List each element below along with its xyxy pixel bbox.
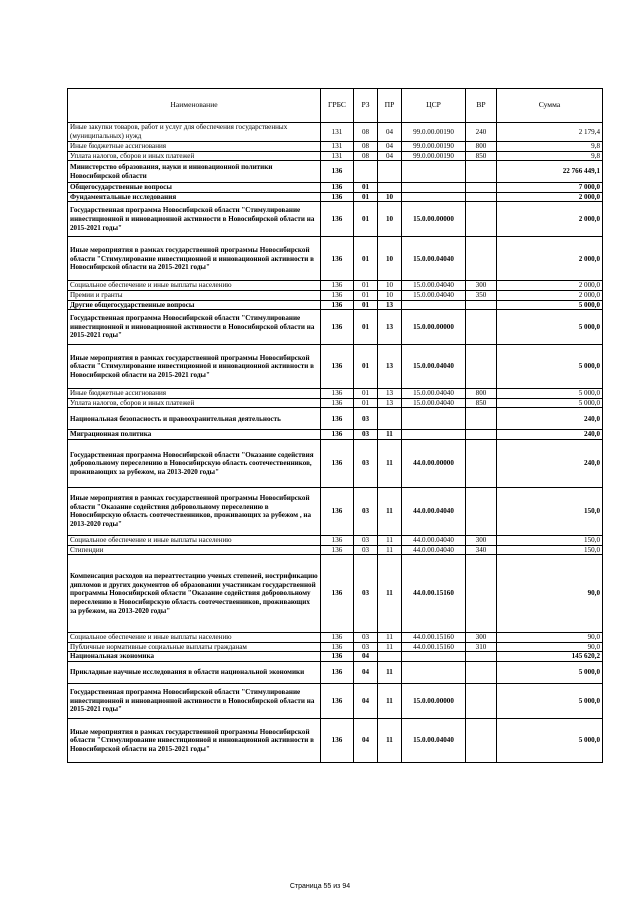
cell-grbs: 136	[321, 652, 354, 662]
cell-grbs: 131	[321, 142, 354, 152]
cell-vr: 240	[466, 123, 497, 142]
table-row	[68, 555, 603, 633]
cell-name: Общегосударственные вопросы	[68, 183, 321, 193]
cell-name: Государственная программа Новосибирской области "Стимулирование инвестиционной и инновационной активности в Новосибирской области на 2015-2021 годы"	[68, 202, 321, 237]
cell-vr	[466, 345, 497, 389]
cell-vr: 850	[466, 151, 497, 161]
cell-rz: 01	[354, 281, 378, 291]
cell-pr: 13	[378, 310, 402, 345]
header-rz: РЗ	[354, 89, 378, 123]
cell-name: Государственная программа Новосибирской области "Стимулирование инвестиционной и инновационной активности в Новосибирской области на 2015-2021 годы"	[68, 310, 321, 345]
cell-name: Иные бюджетные ассигнования	[68, 142, 321, 152]
cell-csr: 44.0.00.04040	[402, 535, 466, 545]
table-body	[68, 123, 603, 763]
cell-pr: 11	[378, 545, 402, 555]
cell-csr	[402, 183, 466, 193]
cell-name: Другие общегосударственные вопросы	[68, 300, 321, 310]
cell-name: Фундаментальные исследования	[68, 192, 321, 202]
cell-grbs: 136	[321, 487, 354, 535]
cell-grbs: 136	[321, 661, 354, 683]
cell-vr	[466, 183, 497, 193]
cell-grbs: 136	[321, 192, 354, 202]
cell-sum: 240,0	[497, 408, 603, 430]
cell-vr: 300	[466, 281, 497, 291]
table-row	[68, 430, 603, 440]
cell-rz	[354, 161, 378, 183]
cell-rz: 03	[354, 439, 378, 487]
cell-sum: 90,0	[497, 555, 603, 633]
cell-grbs: 136	[321, 389, 354, 399]
cell-pr: 11	[378, 718, 402, 762]
cell-rz: 03	[354, 408, 378, 430]
cell-grbs: 136	[321, 300, 354, 310]
cell-csr	[402, 161, 466, 183]
table-row	[68, 545, 603, 555]
cell-sum: 2 000,0	[497, 202, 603, 237]
cell-grbs: 131	[321, 151, 354, 161]
cell-vr	[466, 300, 497, 310]
cell-rz: 03	[354, 555, 378, 633]
cell-csr: 15.0.00.00000	[402, 310, 466, 345]
cell-pr: 11	[378, 555, 402, 633]
cell-csr	[402, 408, 466, 430]
cell-csr: 99.0.00.00190	[402, 151, 466, 161]
table-header-row	[68, 89, 603, 123]
cell-name: Иные мероприятия в рамках государственной программы Новосибирской области "Стимулирование инвестиционной и инновационной активности в Новосибирской области на 2015-2021 годы"	[68, 345, 321, 389]
cell-name: Национальная экономика	[68, 652, 321, 662]
cell-vr	[466, 487, 497, 535]
cell-sum: 5 000,0	[497, 345, 603, 389]
cell-name: Государственная программа Новосибирской области "Стимулирование инвестиционной и инновационной активности в Новосибирской области на 2015-2021 годы"	[68, 683, 321, 718]
budget-table	[67, 88, 603, 763]
table-row	[68, 683, 603, 718]
cell-rz: 03	[354, 430, 378, 440]
cell-rz: 03	[354, 633, 378, 643]
header-vr: ВР	[466, 89, 497, 123]
cell-pr	[378, 161, 402, 183]
cell-grbs: 136	[321, 398, 354, 408]
cell-grbs: 136	[321, 310, 354, 345]
cell-vr	[466, 202, 497, 237]
cell-name: Иные мероприятия в рамках государственной программы Новосибирской области "Оказание содействия добровольному переселению в Новосибирскую область соотечественников, проживающих за рубежом , на 2013-2020 годы"	[68, 487, 321, 535]
cell-name: Государственная программа Новосибирской области "Оказание содействия добровольному переселению в Новосибирскую область соотечественников, проживающих за рубежом, на 2013-2020 годы"	[68, 439, 321, 487]
cell-csr: 44.0.00.15160	[402, 642, 466, 652]
cell-name: Премии и гранты	[68, 290, 321, 300]
header-pr: ПР	[378, 89, 402, 123]
cell-name: Социальное обеспечение и иные выплаты населению	[68, 281, 321, 291]
cell-name: Иные закупки товаров, работ и услуг для обеспечения государственных (муниципальных) нужд	[68, 123, 321, 142]
cell-vr	[466, 192, 497, 202]
cell-pr: 11	[378, 661, 402, 683]
table-row	[68, 300, 603, 310]
cell-grbs: 136	[321, 535, 354, 545]
cell-sum: 150,0	[497, 535, 603, 545]
header-grbs: ГРБС	[321, 89, 354, 123]
cell-csr: 15.0.00.04040	[402, 290, 466, 300]
cell-rz: 01	[354, 345, 378, 389]
cell-grbs: 131	[321, 123, 354, 142]
cell-name: Уплата налогов, сборов и иных платежей	[68, 151, 321, 161]
cell-name: Социальное обеспечение и иные выплаты населению	[68, 535, 321, 545]
cell-csr	[402, 430, 466, 440]
cell-rz: 01	[354, 389, 378, 399]
cell-rz: 03	[354, 545, 378, 555]
cell-csr: 15.0.00.00000	[402, 202, 466, 237]
cell-pr: 10	[378, 281, 402, 291]
table-row	[68, 535, 603, 545]
cell-grbs: 136	[321, 718, 354, 762]
cell-pr: 10	[378, 192, 402, 202]
cell-pr: 13	[378, 345, 402, 389]
cell-name: Публичные нормативные социальные выплаты гражданам	[68, 642, 321, 652]
cell-name: Социальное обеспечение и иные выплаты населению	[68, 633, 321, 643]
table-row	[68, 192, 603, 202]
cell-pr	[378, 408, 402, 430]
cell-csr: 44.0.00.04040	[402, 487, 466, 535]
cell-rz: 01	[354, 300, 378, 310]
cell-grbs: 136	[321, 545, 354, 555]
cell-csr	[402, 192, 466, 202]
table-row	[68, 408, 603, 430]
cell-sum: 2 000,0	[497, 290, 603, 300]
cell-name: Прикладные научные исследования в области национальной экономики	[68, 661, 321, 683]
cell-sum: 9,8	[497, 142, 603, 152]
cell-sum: 5 000,0	[497, 300, 603, 310]
table-row	[68, 281, 603, 291]
cell-csr: 15.0.00.04040	[402, 389, 466, 399]
cell-csr	[402, 661, 466, 683]
cell-csr: 44.0.00.00000	[402, 439, 466, 487]
cell-grbs: 136	[321, 237, 354, 281]
table-row	[68, 142, 603, 152]
cell-csr	[402, 300, 466, 310]
cell-vr	[466, 161, 497, 183]
cell-csr: 15.0.00.04040	[402, 237, 466, 281]
cell-rz: 01	[354, 398, 378, 408]
cell-pr: 11	[378, 642, 402, 652]
cell-grbs: 136	[321, 281, 354, 291]
cell-name: Компенсация расходов на переаттестацию ученых степеней, нострификацию дипломов и других документов об образовании участникам государственной программы Новосибирской области "Оказание содействия добровольному переселению в Новосибирскую область соотечественников, проживающих за рубежом, на 2013-2020 годы"	[68, 555, 321, 633]
cell-vr	[466, 408, 497, 430]
cell-rz: 03	[354, 535, 378, 545]
cell-grbs: 136	[321, 202, 354, 237]
cell-sum: 5 000,0	[497, 683, 603, 718]
cell-csr: 15.0.00.04040	[402, 718, 466, 762]
cell-sum: 7 000,0	[497, 183, 603, 193]
cell-grbs: 136	[321, 439, 354, 487]
cell-rz: 01	[354, 290, 378, 300]
cell-grbs: 136	[321, 633, 354, 643]
cell-vr	[466, 661, 497, 683]
cell-sum: 2 000,0	[497, 281, 603, 291]
cell-grbs: 136	[321, 555, 354, 633]
cell-pr: 11	[378, 633, 402, 643]
cell-rz: 04	[354, 683, 378, 718]
cell-vr	[466, 439, 497, 487]
cell-vr: 340	[466, 545, 497, 555]
cell-rz: 08	[354, 151, 378, 161]
cell-csr: 15.0.00.04040	[402, 398, 466, 408]
cell-name: Миграционная политика	[68, 430, 321, 440]
table-row	[68, 202, 603, 237]
cell-sum: 90,0	[497, 633, 603, 643]
cell-pr: 10	[378, 202, 402, 237]
cell-rz: 01	[354, 192, 378, 202]
cell-name: Иные бюджетные ассигнования	[68, 389, 321, 399]
cell-grbs: 136	[321, 161, 354, 183]
table-row	[68, 123, 603, 142]
cell-csr: 99.0.00.00190	[402, 142, 466, 152]
cell-rz: 04	[354, 661, 378, 683]
cell-sum: 5 000,0	[497, 310, 603, 345]
cell-sum: 240,0	[497, 439, 603, 487]
cell-csr: 44.0.00.15160	[402, 555, 466, 633]
cell-csr: 44.0.00.15160	[402, 633, 466, 643]
cell-rz: 03	[354, 642, 378, 652]
table-row	[68, 661, 603, 683]
table-row	[68, 718, 603, 762]
cell-sum: 240,0	[497, 430, 603, 440]
cell-vr: 800	[466, 142, 497, 152]
cell-vr	[466, 430, 497, 440]
cell-vr: 300	[466, 535, 497, 545]
table-row	[68, 652, 603, 662]
cell-csr: 15.0.00.04040	[402, 345, 466, 389]
table-row	[68, 161, 603, 183]
cell-rz: 08	[354, 123, 378, 142]
cell-sum: 5 000,0	[497, 661, 603, 683]
cell-rz: 08	[354, 142, 378, 152]
cell-sum: 90,0	[497, 642, 603, 652]
cell-grbs: 136	[321, 683, 354, 718]
cell-csr: 44.0.00.04040	[402, 545, 466, 555]
cell-sum: 5 000,0	[497, 389, 603, 399]
table-row	[68, 642, 603, 652]
cell-grbs: 136	[321, 183, 354, 193]
cell-pr: 13	[378, 389, 402, 399]
cell-sum: 2 000,0	[497, 237, 603, 281]
cell-vr: 310	[466, 642, 497, 652]
cell-vr	[466, 718, 497, 762]
header-name: Наименование	[68, 89, 321, 123]
table-row	[68, 183, 603, 193]
cell-rz: 01	[354, 237, 378, 281]
table-row	[68, 398, 603, 408]
cell-csr: 15.0.00.04040	[402, 281, 466, 291]
cell-rz: 01	[354, 310, 378, 345]
cell-pr: 11	[378, 535, 402, 545]
table-row	[68, 439, 603, 487]
cell-csr: 15.0.00.00000	[402, 683, 466, 718]
cell-name: Стипендии	[68, 545, 321, 555]
table-row	[68, 151, 603, 161]
cell-sum: 2 179,4	[497, 123, 603, 142]
cell-vr: 300	[466, 633, 497, 643]
cell-vr: 800	[466, 389, 497, 399]
cell-rz: 01	[354, 202, 378, 237]
cell-rz: 01	[354, 183, 378, 193]
cell-pr: 13	[378, 398, 402, 408]
cell-name: Министерство образования, науки и инновационной политики Новосибирской области	[68, 161, 321, 183]
cell-sum: 5 000,0	[497, 718, 603, 762]
cell-sum: 9,8	[497, 151, 603, 161]
table-row	[68, 487, 603, 535]
cell-name: Иные мероприятия в рамках государственной программы Новосибирской области "Стимулирование инвестиционной и инновационной активности в Новосибирской области на 2015-2021 годы"	[68, 237, 321, 281]
header-csr: ЦСР	[402, 89, 466, 123]
table-row	[68, 290, 603, 300]
cell-grbs: 136	[321, 345, 354, 389]
cell-rz: 04	[354, 718, 378, 762]
cell-pr: 04	[378, 123, 402, 142]
header-sum: Сумма	[497, 89, 603, 123]
cell-pr: 11	[378, 439, 402, 487]
cell-sum: 150,0	[497, 545, 603, 555]
cell-vr: 350	[466, 290, 497, 300]
cell-sum: 2 000,0	[497, 192, 603, 202]
cell-vr	[466, 652, 497, 662]
cell-pr: 04	[378, 142, 402, 152]
cell-name: Уплата налогов, сборов и иных платежей	[68, 398, 321, 408]
cell-pr: 10	[378, 290, 402, 300]
cell-sum: 150,0	[497, 487, 603, 535]
table-row	[68, 345, 603, 389]
cell-pr: 10	[378, 237, 402, 281]
cell-grbs: 136	[321, 290, 354, 300]
cell-vr	[466, 683, 497, 718]
cell-grbs: 136	[321, 408, 354, 430]
cell-sum: 145 620,2	[497, 652, 603, 662]
cell-vr	[466, 555, 497, 633]
cell-sum: 5 000,0	[497, 398, 603, 408]
page-number: Страница 55 из 94	[289, 883, 351, 890]
cell-pr: 04	[378, 151, 402, 161]
cell-pr	[378, 652, 402, 662]
cell-vr: 850	[466, 398, 497, 408]
cell-pr: 13	[378, 300, 402, 310]
cell-grbs: 136	[321, 430, 354, 440]
cell-rz: 03	[354, 487, 378, 535]
cell-name: Иные мероприятия в рамках государственной программы Новосибирской области "Стимулирование инвестиционной и инновационной активности в Новосибирской области на 2015-2021 годы"	[68, 718, 321, 762]
cell-rz: 04	[354, 652, 378, 662]
table-row	[68, 633, 603, 643]
cell-pr: 11	[378, 430, 402, 440]
table-row	[68, 237, 603, 281]
table-row	[68, 389, 603, 399]
cell-name: Национальная безопасность и правоохранительная деятельность	[68, 408, 321, 430]
table-row	[68, 310, 603, 345]
cell-csr: 99.0.00.00190	[402, 123, 466, 142]
cell-vr	[466, 237, 497, 281]
cell-sum: 22 766 449,1	[497, 161, 603, 183]
cell-csr	[402, 652, 466, 662]
cell-pr	[378, 183, 402, 193]
cell-vr	[466, 310, 497, 345]
cell-pr: 11	[378, 487, 402, 535]
cell-pr: 11	[378, 683, 402, 718]
cell-grbs: 136	[321, 642, 354, 652]
